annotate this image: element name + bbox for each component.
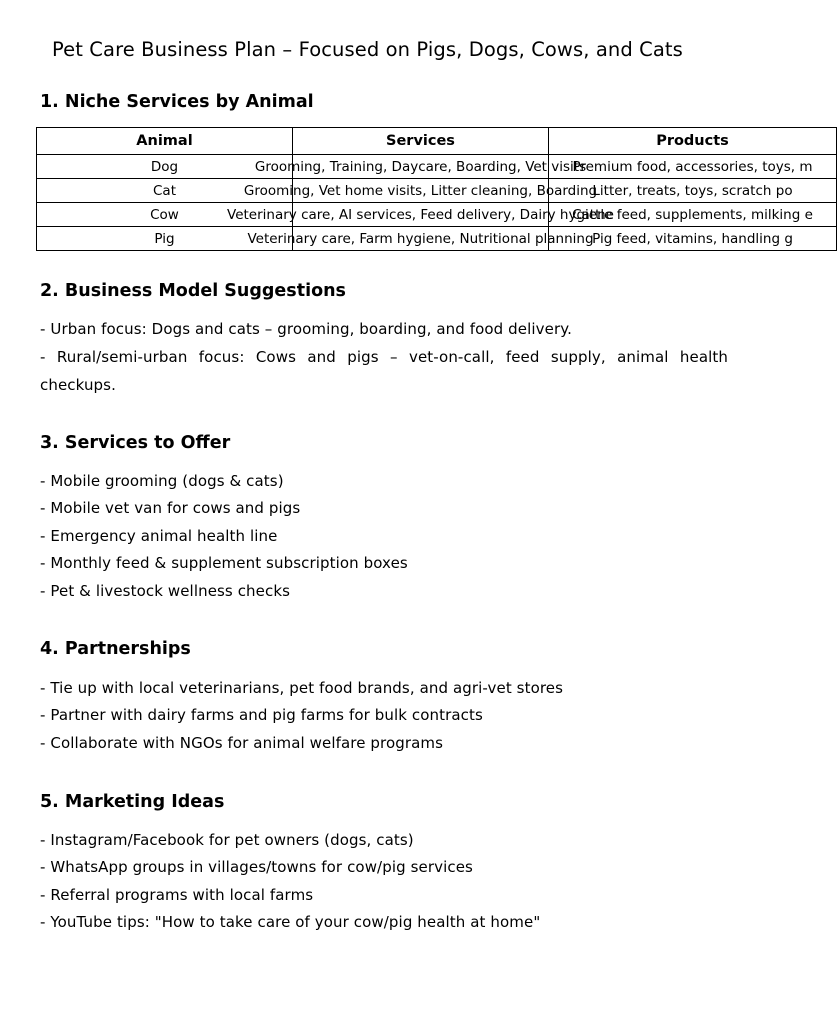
table-cell-products-text: Litter, treats, toys, scratch po (592, 182, 793, 199)
table-cell-animal: Cow (37, 203, 293, 227)
table-cell-services (227, 203, 614, 227)
section-heading-marketing-ideas: 5. Marketing Ideas (40, 792, 225, 812)
document-title: Pet Care Business Plan – Focused on Pigs, Dogs, Cows, and Cats (52, 38, 683, 61)
table-cell-services-text: Veterinary care, AI services, Feed delivery, Dairy hygiene (227, 206, 614, 223)
list-item: - Mobile vet van for cows and pigs (40, 499, 301, 517)
table-cell-services (247, 227, 594, 251)
list-item: - Collaborate with NGOs for animal welfare programs (40, 734, 444, 752)
section-heading-business-model: 2. Business Model Suggestions (40, 281, 346, 301)
section-heading-services-to-offer: 3. Services to Offer (40, 433, 231, 453)
table-cell-animal: Dog (37, 155, 293, 179)
list-item: - Pet & livestock wellness checks (40, 582, 291, 600)
list-item: - YouTube tips: "How to take care of your cow/pig health at home" (40, 913, 541, 931)
list-item: - Tie up with local veterinarians, pet food brands, and agri-vet stores (40, 679, 564, 697)
table-cell-products (549, 155, 837, 179)
table-cell-animal: Pig (37, 227, 293, 251)
list-item: - Urban focus: Dogs and cats – grooming, boarding, and food delivery. (40, 320, 572, 338)
table-row (37, 179, 837, 203)
table-cell-services-text: Veterinary care, Farm hygiene, Nutritional planning (247, 230, 594, 247)
list-item: - Monthly feed & supplement subscription boxes (40, 554, 408, 572)
table-header-products: Products (549, 128, 837, 155)
table-cell-services-text: Grooming, Vet home visits, Litter cleaning, Boarding (243, 182, 598, 199)
niche-services-table (36, 127, 837, 251)
table-cell-products (549, 179, 837, 203)
table-cell-services-text: Grooming, Training, Daycare, Boarding, Vet visits (254, 158, 587, 175)
table-header-services: Services (293, 128, 549, 155)
section-heading-niche-services: 1. Niche Services by Animal (40, 92, 314, 112)
table-cell-animal: Cat (37, 179, 293, 203)
table-header-row (37, 128, 837, 155)
table-cell-products-text: Premium food, accessories, toys, m (572, 158, 813, 175)
list-item: - WhatsApp groups in villages/towns for cow/pig services (40, 858, 473, 876)
list-item: - Emergency animal health line (40, 527, 278, 545)
table-cell-services (243, 179, 598, 203)
list-item: - Mobile grooming (dogs & cats) (40, 472, 284, 490)
table-row (37, 227, 837, 251)
table-row (37, 203, 837, 227)
table-cell-products (549, 227, 837, 251)
table-row (37, 155, 837, 179)
list-item: - Partner with dairy farms and pig farms for bulk contracts (40, 706, 483, 724)
list-item: - Referral programs with local farms (40, 886, 314, 904)
list-item: - Instagram/Facebook for pet owners (dogs, cats) (40, 831, 414, 849)
section-heading-partnerships: 4. Partnerships (40, 639, 191, 659)
table-header-animal: Animal (37, 128, 293, 155)
table-cell-services (254, 155, 587, 179)
niche-services-table-wrapper (36, 127, 813, 252)
table-cell-products-text: Cattle feed, supplements, milking e (572, 206, 813, 223)
table-cell-products-text: Pig feed, vitamins, handling g (592, 230, 793, 247)
list-item: - Rural/semi-urban focus: Cows and pigs – vet-on-call, feed supply, animal health checkups. (40, 348, 728, 394)
table-cell-products (549, 203, 837, 227)
